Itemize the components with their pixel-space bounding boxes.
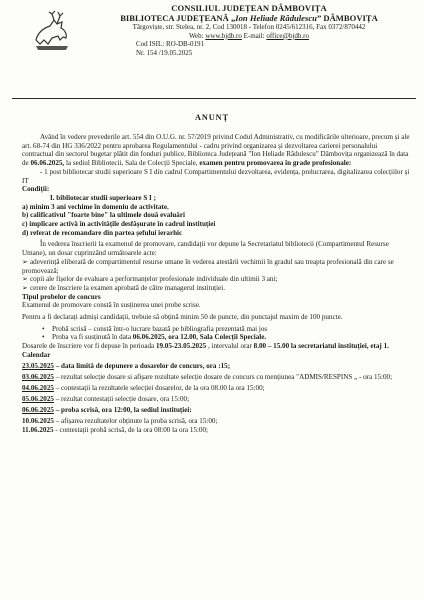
calendar-list <box>22 362 410 435</box>
conditions-title: Condiții: <box>22 185 50 194</box>
bullet-icon: • <box>42 324 45 333</box>
tests-title: Tipul probelor de concurs <box>22 292 101 301</box>
address-line: Târgoviște, str. Stelea, nr. 2, Cod 130018 - Telefon 0245/612316, Fax 0372/870442 <box>132 23 366 31</box>
proba-item-1: • Probă scrisă – constă într-o lucrare bazată pe bibliografia prezentată mai jos <box>42 324 268 333</box>
calendar-item: 11.06.2025 - contestații probă scrisă, de la ora 08:00 la ora 15:00; <box>22 425 208 434</box>
library-name: BIBLIOTECA JUDEȚEANĂ „Ion Heliade Rădulescu” DÂMBOVIȚA <box>120 13 378 23</box>
cod-isil: Cod ISIL: RO-DB-0191 <box>136 40 205 49</box>
calendar-title: Calendar <box>22 350 51 359</box>
document-item-2: ➢ copii ale fișelor de evaluare a performanțelor profesionale individuale din ultimii 3 ani; <box>22 275 278 284</box>
arrow-bullet-icon: ➢ <box>22 257 28 266</box>
contact-line: Web: www.bjdb.ro E-mail: office@bjdb.ro <box>188 31 310 40</box>
coat-of-arms-icon <box>30 10 74 52</box>
tests-text: Examenul de promovare constă în susținerea unei probe scrise. <box>22 301 201 310</box>
proba-item-2: • Proba va fi susținută în data 06.06.2025, ora 12.00, Sala Colecții Speciale. <box>42 333 267 342</box>
arrow-bullet-icon: ➢ <box>22 283 28 292</box>
calendar-item: 03.06.2025 – rezultat selecție dosare si afișare rezultate selecție dosare de concurs cu mențiunea "ADMIS/RESPINS „ - ora 15:00; <box>22 372 393 381</box>
condition-c: c) implicare activă în activitățile desfășurate în cadrul instituției <box>22 220 216 229</box>
condition-b: b) calificativul "foarte bine" la ultimele două evaluări <box>22 211 185 220</box>
position-line: - 1 post bibliotecar studii superioare S I din cadrul Compartimentului dezvoltarea, evidența, prelucrarea, digitalizarea colecțiilor și IT <box>22 167 410 185</box>
calendar-item: 04.06.2025 – contestații la rezultatele selecției dosarelor, de la ora 08.00 la ora 15:00; <box>22 383 265 392</box>
calendar-item: 23.05.2025 – data limită de depunere a dosarelor de concurs, ora :15; <box>22 361 231 370</box>
calendar-item: 05.06.2025 – rezultat contestații selecție dosare, ora 15:00; <box>22 394 190 403</box>
email-link[interactable]: office@bjdb.ro <box>266 31 310 40</box>
calendar-item: 10.06.2025 – afișarea rezultatelor obținute la proba scrisă, ora 15:00; <box>22 417 218 426</box>
condition-a: a) minim 3 ani vechime în domeniu de activitate. <box>22 202 169 211</box>
condition-d: d) referat de recomandare din partea șefului ierarhic <box>22 228 183 237</box>
calendar-item: 06.06.2025 – proba scrisă, ora 12:00, la sediul instituției: <box>22 405 192 414</box>
conditions-subtitle: I. bibliotecar studii superioare S I ; <box>50 193 156 202</box>
registration-intro: În vederea înscrierii la examenul de promovare, candidații vor depune la Secretariatul bibliotecii (Compartimentul Resurse Umane), un dosar cuprinzând următoarele acte: <box>22 240 389 258</box>
dosare-paragraph: Dosarele de înscriere vor fi depuse în perioada 19.05-23.05.2025 , intervalul orar 8.00 – 15.00 la secretariatul instituției, etaj 1. <box>22 342 389 351</box>
document-item-1: ➢ adeverință eliberată de compartimentul resurse umane în vederea atestării vechimii în gradul sau treapta profesională din care se promovează; <box>22 257 394 275</box>
website-link[interactable]: www.bjdb.ro <box>205 31 242 40</box>
announcement-title: ANUNȚ <box>194 113 230 122</box>
document-item-3: ➢ cerere de înscriere la examen aprobată de către managerul instituției. <box>22 283 225 292</box>
arrow-bullet-icon: ➢ <box>22 275 28 284</box>
header-divider <box>12 98 416 99</box>
bullet-icon: • <box>42 333 45 342</box>
intro-paragraph: Având în vedere prevederile art. 554 din O.U.G. nr. 57/2019 privind Codul Administrativ, cu modificările ulterioare, precum și ale art. 68-74 din HG 336/2022 pentru aprobarea Regulamentului - cadru privind organizarea și dezvoltarea carierei personalului contractual din sectorul bugetar plătit din fonduri publice, Biblioteca Județeană "Ion Heliade Rădulescu" Dâmbovița organizează în data de 06.06.2025, la sediul Bibliotecii, Sala de Colecții Speciale, examen pentru promovarea în grade profesionale: <box>22 133 410 168</box>
admission-text: Pentru a fi declarați admiși candidații, trebuie să obțină minim 50 de puncte, din punctajul maxim de 100 puncte. <box>22 313 343 322</box>
registration-number: Nr. 154 /19.05.2025 <box>136 48 193 57</box>
council-name: CONSILIUL JUDEȚEAN DÂMBOVIȚA <box>171 3 327 13</box>
letterhead <box>84 3 414 57</box>
announcement-body <box>22 133 410 437</box>
